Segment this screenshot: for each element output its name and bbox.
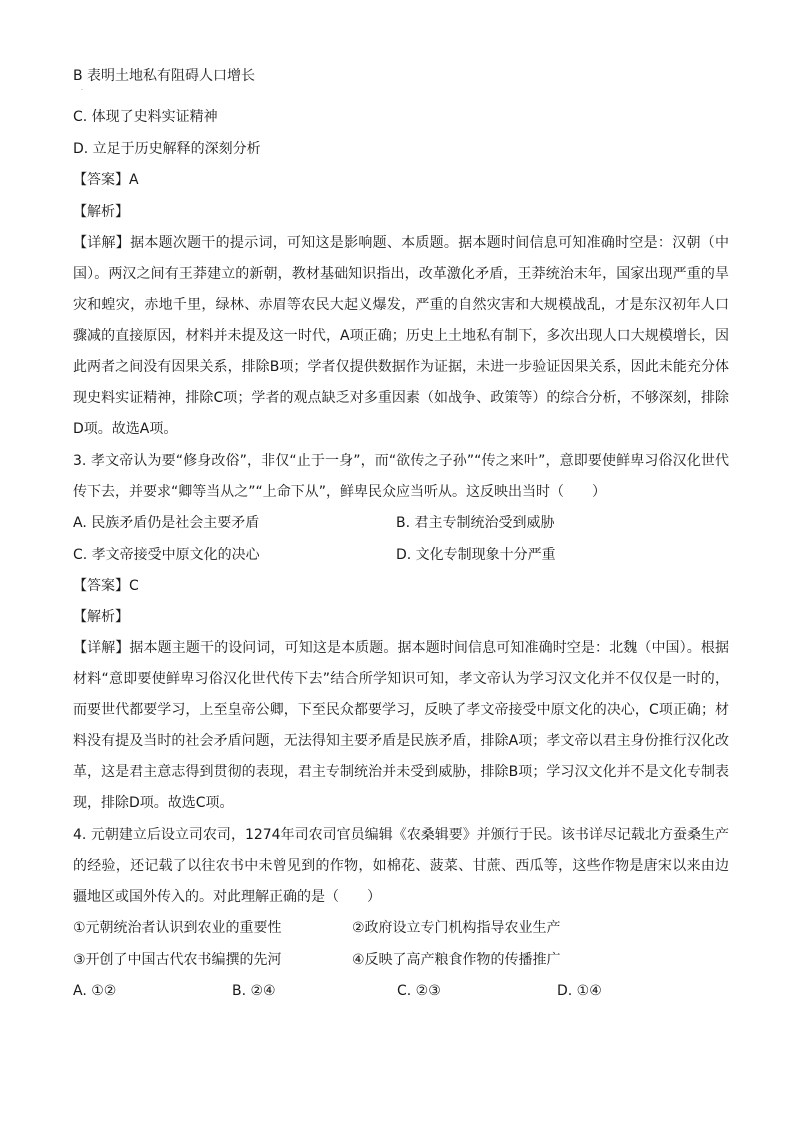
q3-option-a: A. 民族矛盾仍是社会主要矛盾 [73,515,260,531]
q2-answer: 【答案】A [73,172,139,188]
q3-analysis-label: 【解析】 [73,609,129,625]
q4-stem: 4. 元朝建立后设立司农司，1274年司农司官员编辑《农桑辑要》并颁行于民。该书详尽记载北方蚕桑生产的经验，还记载了以往农书中未曾见到的作物，如棉花、菠菜、甘蔗、西瓜等，这些作物是唐宋以来由边疆地区或国外传入的。对此理解正确的是（ ） [73,827,729,905]
q2-analysis-label: 【解析】 [73,204,129,220]
q4-option-b: B. ②④ [232,983,276,999]
q4-item-4: ④反映了高产粮食作物的传播推广 [352,952,561,968]
q4-item-3: ③开创了中国古代农书编撰的先河 [73,952,282,968]
q3-detail: 【详解】据本题主题干的设问词，可知这是本质题。据本题时间信息可知准确时空是：北魏（中国）。根据材料“意即要使鲜卑习俗汉化世代传下去”结合所学知识可知，孝文帝认为学习汉文化并不仅仅是一时的，而要世代都要学习，上至皇帝公卿，下至民众都要学习，反映了孝文帝接受中原文化的决心，C项正确；材料没有提及当时的社会矛盾问题，无法得知主要矛盾是民族矛盾，排除A项；孝文帝以君主身份推行汉化改革，这是君主意志得到贯彻的表现，君主专制统治并未受到威胁，排除B项；学习汉文化并不是文化专制表现，排除D项。故选C项。 [73,640,729,811]
q4-option-c: C. ②③ [397,983,441,999]
q4-option-a: A. ①② [73,983,117,999]
q2-option-c: C. 体现了史料实证精神 [73,109,218,125]
q4-item-1: ①元朝统治者认识到农业的重要性 [73,920,282,936]
q3-answer: 【答案】C [73,578,139,594]
q2-option-d: D. 立足于历史解释的深刻分析 [73,141,261,157]
q3-stem: 3. 孝文帝认为要“修身改俗”，非仅“止于一身”，而“欲传之子孙”“传之来叶”，意即要使鲜卑习俗汉化世代传下去，并要求“卿等当从之”“上命下从”，鲜卑民众应当听从。这反映出当时（ ） [73,453,729,500]
q3-option-c: C. 孝文帝接受中原文化的决心 [73,547,260,563]
q2-detail: 【详解】据本题次题干的提示词，可知这是影响题、本质题。据本题时间信息可知准确时空是：汉朝（中国）。两汉之间有王莽建立的新朝，教材基础知识指出，改革激化矛盾，王莽统治末年，国家出现严重的旱灾和蝗灾，赤地千里，绿林、赤眉等农民大起义爆发，严重的自然灾害和大规模战乱，才是东汉初年人口骤减的直接原因，材料并未提及这一时代，A项正确；历史上土地私有制下，多次出现人口大规模增长，因此两者之间没有因果关系，排除B项；学者仅提供数据作为证据，未进一步验证因果关系，因此未能充分体现史料实证精神，排除C项；学者的观点缺乏对多重因素（如战争、政策等）的综合分析，不够深刻，排除D项。故选A项。 [73,235,729,437]
q4-option-d: D. ①④ [557,983,602,999]
q3-option-b: B. 君主专制统治受到威胁 [396,515,555,531]
q2-option-b: B 表明土地私有阻碍人口增长 [73,68,256,84]
q3-option-d: D. 文化专制现象十分严重 [396,547,556,563]
q4-item-2: ②政府设立专门机构指导农业生产 [352,920,561,936]
stray-dot: · [81,87,83,94]
